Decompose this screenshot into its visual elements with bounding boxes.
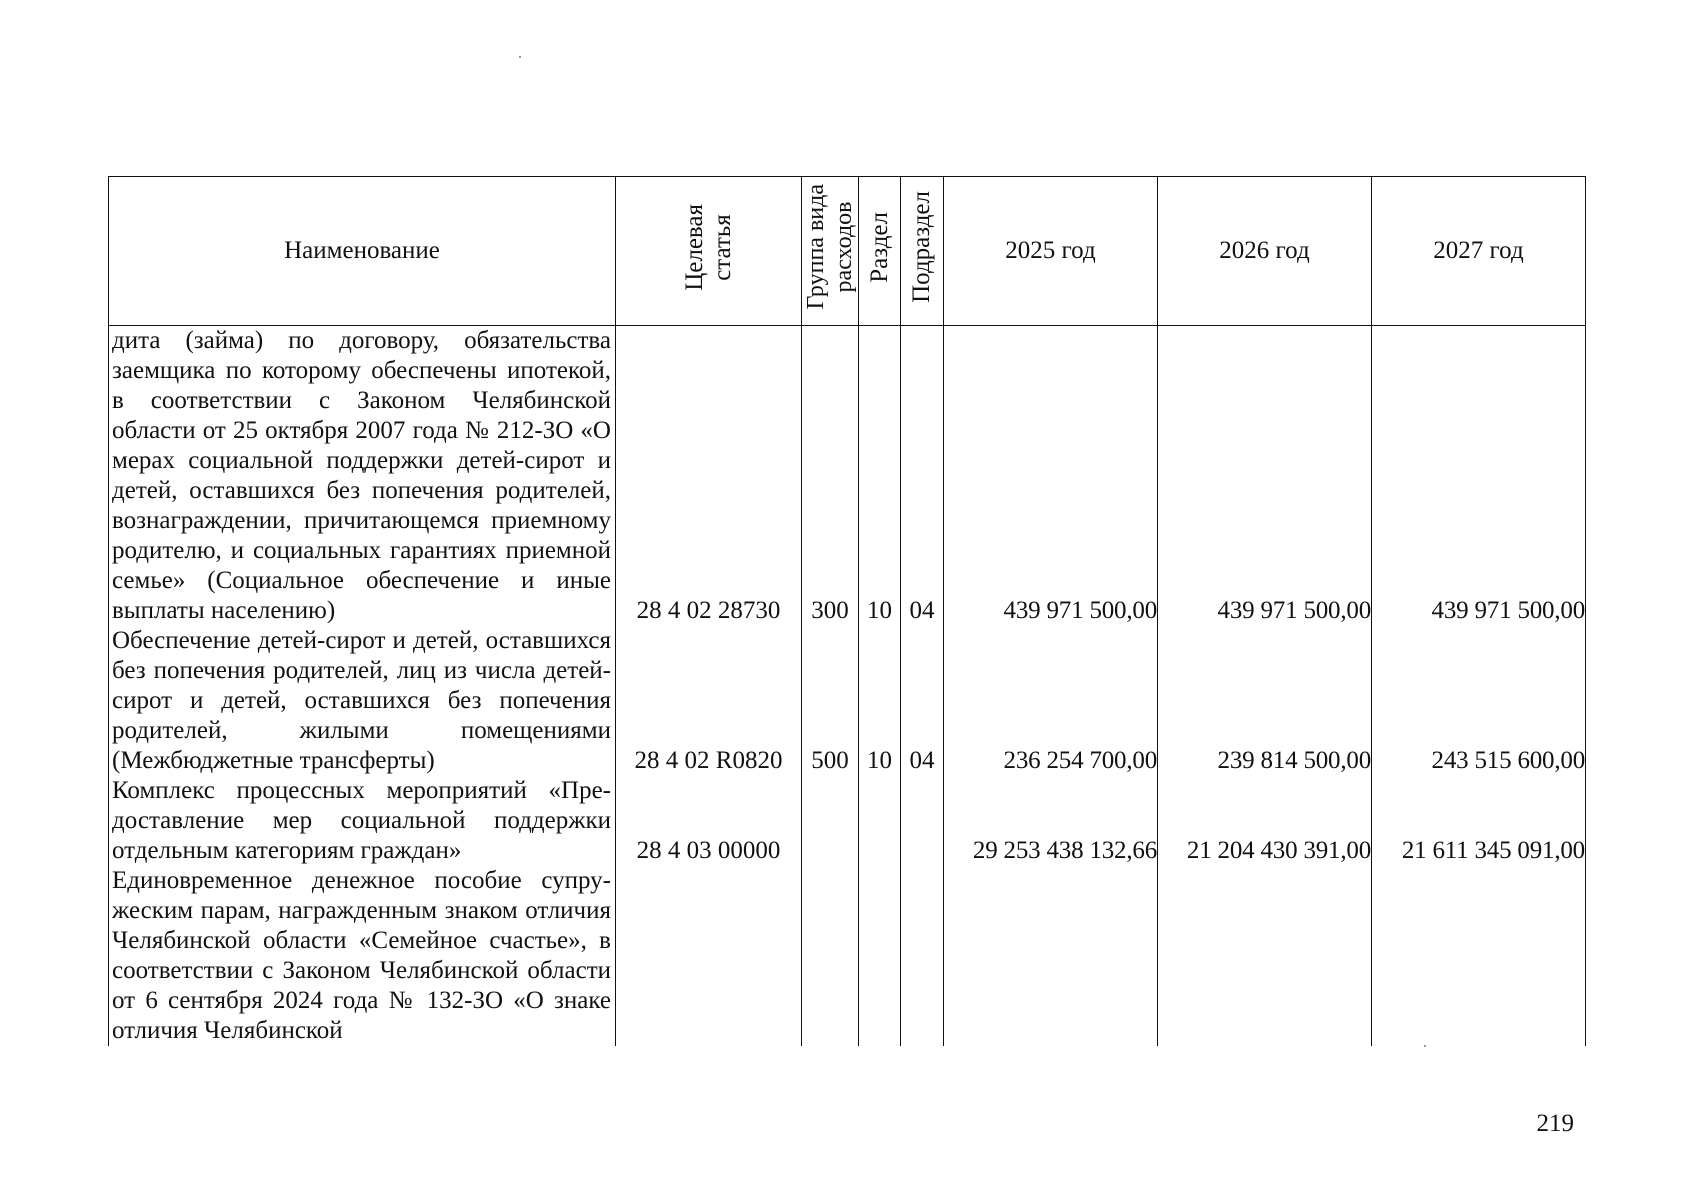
row-target-article: 28 4 03 00000 (616, 776, 802, 866)
row-expense-group: 500 (802, 626, 859, 776)
row-amount-2026 (1158, 866, 1372, 1046)
scan-speck (1424, 1045, 1426, 1047)
row-amount-2025: 236 254 700,00 (944, 626, 1158, 776)
header-section: Раздел (859, 177, 901, 326)
row-name: дита (займа) по договору, обязательства заемщика по которому обеспечены ипотекой, в соответствии с Законом Челябинской области от 25 октября 2007 года № 212-ЗО «О мерах социальной поддержки детей-сирот и детей, оставшихся без попечения родителей, вознаграждении, причитающемся приемному родителю, и социальных гарантиях приемной семье» (Социальное обеспечение и иные выплаты населению) (109, 326, 616, 627)
header-name: Наименование (109, 177, 616, 326)
table-row (109, 776, 1586, 866)
row-section (859, 866, 901, 1046)
row-section (859, 776, 901, 866)
row-amount-2026: 239 814 500,00 (1158, 626, 1372, 776)
table-row (109, 326, 1586, 627)
row-amount-2026: 439 971 500,00 (1158, 326, 1372, 627)
header-subsection: Подраздел (901, 177, 944, 326)
table-row (109, 626, 1586, 776)
row-target-article: 28 4 02 R0820 (616, 626, 802, 776)
row-amount-2025: 439 971 500,00 (944, 326, 1158, 627)
row-name: Единовременное денежное пособие супружеским парам, награжденным знаком отличия Челябинской области «Семейное счастье», в соответствии с Законом Челябинской области от 6 сентября 2024 года № 132-ЗО «О знаке отличия Челябинской (109, 866, 616, 1046)
budget-table (108, 176, 1586, 1046)
row-expense-group (802, 866, 859, 1046)
header-row (109, 177, 1586, 326)
row-section: 10 (859, 626, 901, 776)
row-section: 10 (859, 326, 901, 627)
row-expense-group (802, 776, 859, 866)
header-year-2025: 2025 год (944, 177, 1158, 326)
table-row (109, 866, 1586, 1046)
row-name: Обеспечение детей-сирот и детей, оставшихся без попечения родителей, лиц из числа детей-сирот и детей, оставшихся без попечения родителей, жилыми помещениями (Межбюджетные трансферты) (109, 626, 616, 776)
row-subsection: 04 (901, 326, 944, 627)
header-target-article: Целевая статья (616, 177, 802, 326)
scan-speck (519, 56, 521, 58)
row-name: Комплекс процессных мероприятий «Предоставление мер социальной поддержки отдельным категориям граждан» (109, 776, 616, 866)
row-amount-2026: 21 204 430 391,00 (1158, 776, 1372, 866)
row-target-article (616, 866, 802, 1046)
header-year-2026: 2026 год (1158, 177, 1372, 326)
row-subsection (901, 866, 944, 1046)
row-expense-group: 300 (802, 326, 859, 627)
row-subsection (901, 776, 944, 866)
header-year-2027: 2027 год (1372, 177, 1586, 326)
row-amount-2027: 243 515 600,00 (1372, 626, 1586, 776)
header-expense-group: Группа вида расходов (802, 177, 859, 326)
row-target-article: 28 4 02 28730 (616, 326, 802, 627)
row-amount-2025: 29 253 438 132,66 (944, 776, 1158, 866)
row-amount-2027: 439 971 500,00 (1372, 326, 1586, 627)
row-amount-2025 (944, 866, 1158, 1046)
page-number: 219 (1536, 1110, 1574, 1137)
row-amount-2027: 21 611 345 091,00 (1372, 776, 1586, 866)
row-subsection: 04 (901, 626, 944, 776)
row-amount-2027 (1372, 866, 1586, 1046)
